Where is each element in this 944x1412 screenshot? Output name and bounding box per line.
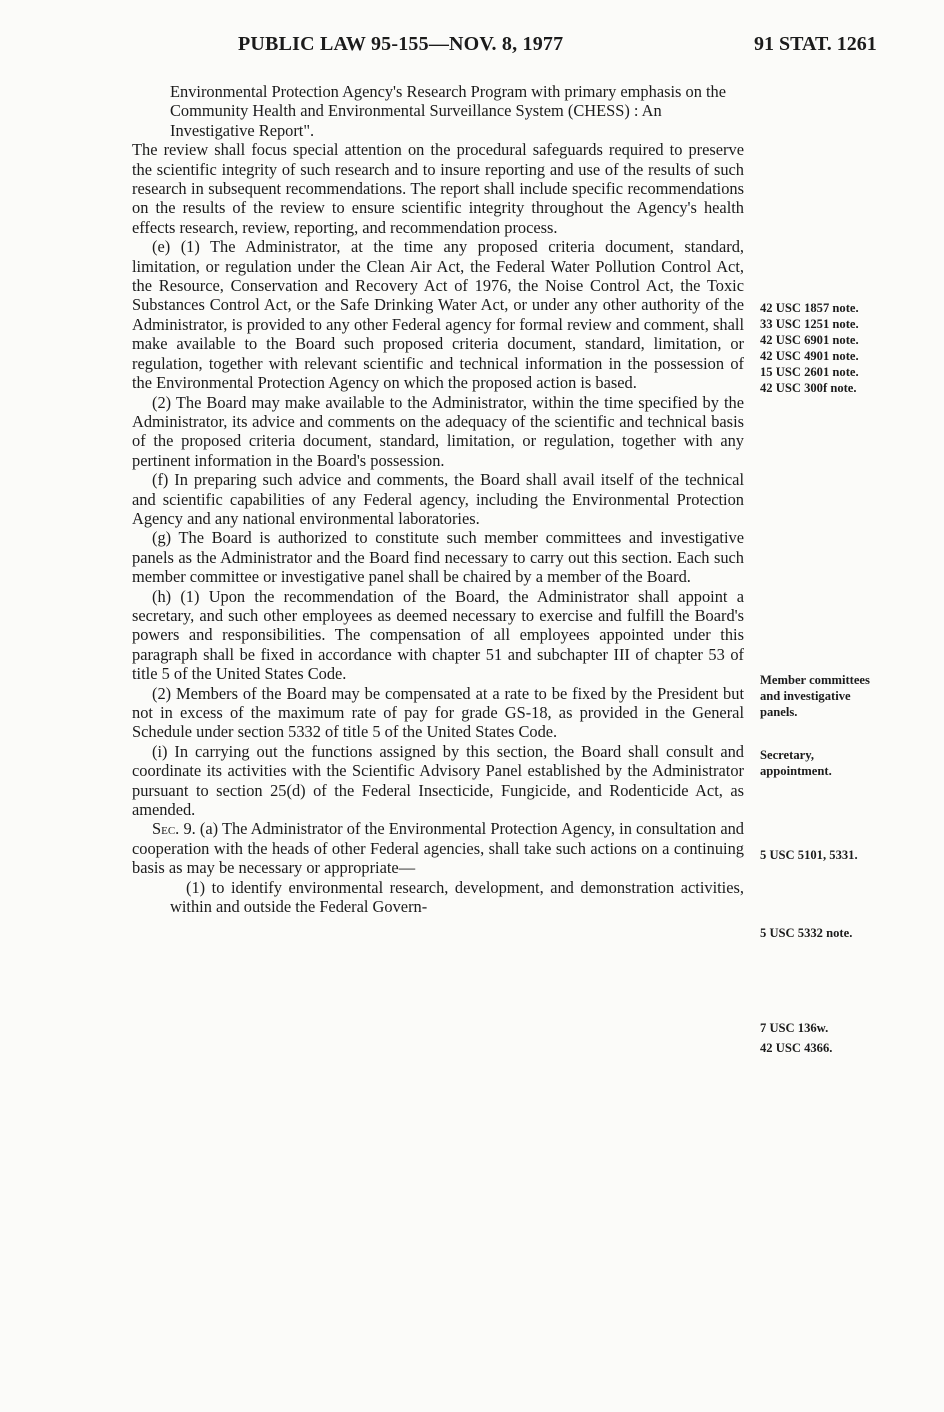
body-text bbox=[132, 82, 744, 916]
margin-note-secretary: Secretary, appointment. bbox=[760, 748, 832, 778]
report-title-quote: Environmental Protection Agency's Research Program with primary emphasis on the Community Health and Environmental Surveillance System (CHESS) : An Investigative Report". bbox=[170, 82, 727, 140]
subsection-h1: (h) (1) Upon the recommendation of the Board, the Administrator shall appoint a secretary, and such other employees as deemed necessary to exercise and fulfill the Board's powers and responsibilities. The compensation of all employees appointed under this paragraph shall be fixed in accordance with chapter 51 and subchapter III of chapter 53 of title 5 of the United States Code. bbox=[132, 586, 744, 684]
subsection-f: (f) In preparing such advice and comments, the Board shall avail itself of the technical and scientific capabilities of any Federal agency, including the Environmental Protection Agency and any national environmental laboratories. bbox=[132, 470, 744, 528]
margin-note-usc-citations: 42 USC 1857 note. 33 USC 1251 note. 42 USC 6901 note. 42 USC 4901 note. 15 USC 2601 note. 42 USC 300f note. bbox=[760, 301, 859, 395]
margin-note-42-usc-4366: 42 USC 4366. bbox=[760, 1041, 833, 1055]
subsection-e2: (2) The Board may make available to the Administrator, within the time specified by the Administrator, its advice and comments on the adequacy of the scientific and technical basis of the proposed criteria document, standard, limitation, or regulation, together with any pertinent information in the Board's possession. bbox=[132, 392, 744, 470]
margin-note-5-usc-5332: 5 USC 5332 note. bbox=[760, 926, 853, 940]
page-header bbox=[0, 33, 944, 59]
subsection-i: (i) In carrying out the functions assigned by this section, the Board shall consult and coordinate its activities with the Scientific Advisory Panel established by the Administrator pursuant to section 25(d) of the Federal Insecticide, Fungicide, and Rodenticide Act, as amended. bbox=[132, 741, 744, 820]
margin-note-5-usc-5101: 5 USC 5101, 5331. bbox=[760, 848, 858, 862]
subsection-e1: (e) (1) The Administrator, at the time any proposed criteria document, standard, limitation, or regulation under the Clean Air Act, the Federal Water Pollution Control Act, the Resource, Conservation and Recovery Act of 1976, the Noise Control Act, the Toxic Substances Control Act, or the Safe Drinking Water Act, or under any other authority of the Administrator, is provided to any other Federal agency for formal review and comment, shall make available to the Board such proposed criteria document, standard, limitation, or regulation, together with relevant scientific and technical information in the possession of the Environmental Protection Agency on which the proposed action is based. bbox=[132, 237, 744, 393]
section-label: Sec. bbox=[152, 819, 180, 839]
running-title: PUBLIC LAW 95-155—NOV. 8, 1977 bbox=[238, 33, 564, 55]
section-9a bbox=[132, 819, 744, 877]
subsection-g: (g) The Board is authorized to constitute such member committees and investigative panels as the Administrator and the Board find necessary to carry out this section. Each such member committee or investigative panel shall be chaired by a member of the Board. bbox=[132, 528, 744, 587]
margin-note-7-usc-136w: 7 USC 136w. bbox=[760, 1021, 829, 1035]
statute-page-number: 91 STAT. 1261 bbox=[754, 33, 877, 55]
review-paragraph: The review shall focus special attention on the procedural safeguards required to preserve the scientific integrity of such research and to insure reporting and use of the results of such research in subsequent recommendations. The report shall include specific recommendations on the results of the review to ensure scientific integrity throughout the Agency's health effects research, review, reporting, and recommendation process. bbox=[132, 140, 744, 237]
subsection-h2: (2) Members of the Board may be compensated at a rate to be fixed by the President but not in excess of the maximum rate of pay for grade GS-18, as provided in the General Schedule under section 5332 of title 5 of the United States Code. bbox=[132, 683, 744, 742]
margin-note-member-committees: Member committees and investigative panels. bbox=[760, 673, 870, 719]
list-item-1: (1) to identify environmental research, development, and demonstration activities, within and outside the Federal Govern- bbox=[170, 877, 744, 917]
section-9a-text: 9. (a) The Administrator of the Environmental Protection Agency, in consultation and cooperation with the heads of other Federal agencies, shall take such actions on a continuing basis as may be necessary or appropriate— bbox=[132, 819, 744, 878]
